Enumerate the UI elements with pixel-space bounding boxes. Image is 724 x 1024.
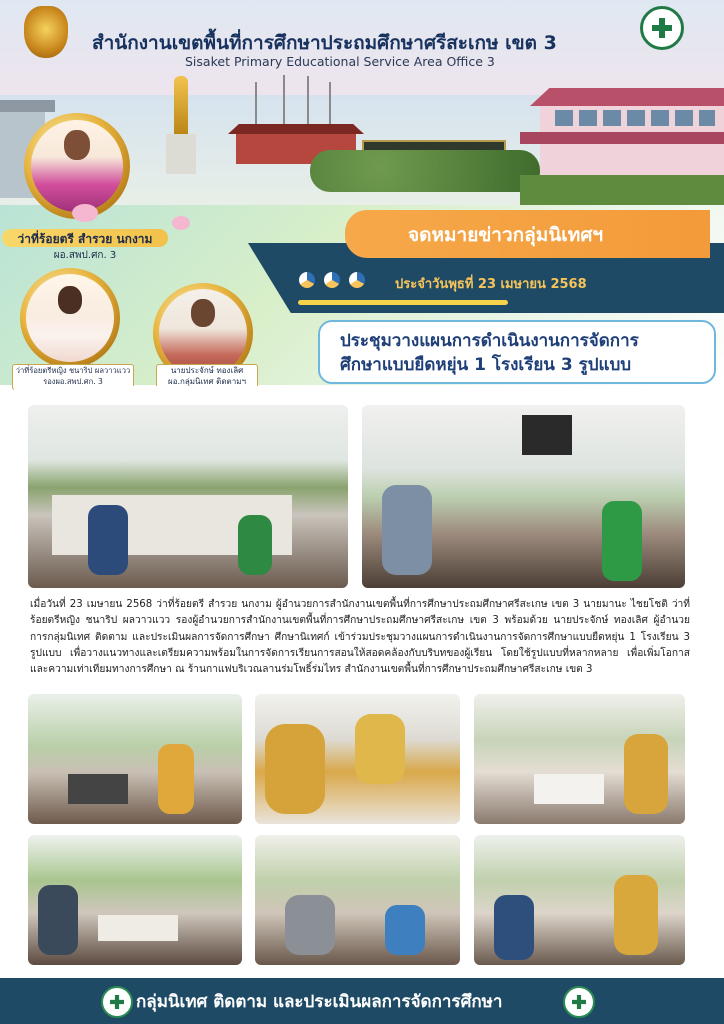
office-logo	[640, 6, 684, 50]
director-role: ผอ.สพป.ศก. 3	[53, 250, 117, 261]
office-title-thai: สำนักงานเขตพื้นที่การศึกษาประถมศึกษาศรีสะเกษ เขต 3	[92, 32, 557, 54]
deputy-director-role: รองผอ.สพป.ศก. 3	[43, 377, 103, 386]
deputy-director-name: ว่าที่ร้อยตรีหญิง ชนาริป ผลวาวแวว	[15, 366, 131, 375]
meeting-photo	[255, 694, 460, 824]
meeting-photo	[474, 694, 685, 824]
pie-icon	[299, 272, 315, 288]
meeting-photo	[474, 835, 685, 965]
decorative-flower	[72, 204, 98, 222]
office-title-english: Sisaket Primary Educational Service Area Office 3	[185, 54, 495, 69]
meeting-photo	[255, 835, 460, 965]
article-body: เมื่อวันที่ 23 เมษายน 2568 ว่าที่ร้อยตรี สำรวย นกงาม ผู้อำนวยการสำนักงานเขตพื้นที่การศึกษาประถมศึกษาศรีสะเกษ เขต 3 นายมานะ ไชยโชติ ว่าที่ร้อยตรีหญิง ชนาริป ผลวาวแวว รองผู้อำนวยการสำนักงานเขตพื้นที่การศึกษาประถมศึกษาศรีสะเกษ เขต 3 พร้อมด้วย นายประจักษ์ ทองเลิศ ผู้อำนวยการกลุ่มนิเทศ ติดตาม และประเมินผลการจัดการศึกษา ศึกษานิเทศก์ เข้าร่วมประชุมวางแผนการดำเนินงานการจัดการศึกษาแบบยืดหยุ่น 1 โรงเรียน 3 รูปแบบ เพื่อวางแนวทางและเตรียมความพร้อมในการจัดการเรียนการสอนให้สอดคล้องกับบริบทของผู้เรียน โดยใช้รูปแบบที่หลากหลาย เพื่อเพิ่มโอกาสและความเท่าเทียมทางการศึกษา ณ ร้านกาแฟบริเวณลานร่มโพธิ์ร่มไทร สำนักงานเขตพื้นที่การศึกษาประถมศึกษาศรีสะเกษ เขต 3	[30, 599, 690, 676]
pie-icon	[324, 272, 340, 288]
meeting-photo	[362, 405, 685, 588]
meeting-photo	[28, 835, 242, 965]
newsletter-title: จดหมายข่าวกลุ่มนิเทศฯ	[408, 224, 604, 246]
headline-line-2: ศึกษาแบบยืดหยุ่น 1 โรงเรียน 3 รูปแบบ	[340, 355, 632, 375]
deputy-director-photo	[26, 274, 114, 362]
pie-icon	[349, 272, 365, 288]
office-logo-icon	[563, 986, 595, 1018]
footer-title: กลุ่มนิเทศ ติดตาม และประเมินผลการจัดการศึกษา	[136, 992, 503, 1012]
supervision-director-name: นายประจักษ์ ทองเลิศ	[170, 366, 244, 375]
supervision-director-role: ผอ.กลุ่มนิเทศ ติดตามฯ	[168, 377, 246, 386]
director-name: ว่าที่ร้อยตรี สำรวย นกงาม	[17, 232, 153, 246]
meeting-photo	[28, 694, 242, 824]
meeting-photo	[28, 405, 348, 588]
office-logo-icon	[101, 986, 133, 1018]
issue-date: ประจำวันพุธที่ 23 เมษายน 2568	[395, 277, 587, 292]
director-nameplate	[2, 229, 168, 263]
decorative-flower	[172, 216, 190, 230]
headline-line-1: ประชุมวางแผนการดำเนินงานการจัดการ	[340, 331, 639, 351]
director-photo	[31, 120, 123, 212]
divider-bar	[298, 300, 508, 305]
deputy-director-photo-frame	[20, 268, 120, 368]
obec-emblem-logo	[24, 6, 68, 58]
director-photo-frame	[24, 113, 130, 219]
